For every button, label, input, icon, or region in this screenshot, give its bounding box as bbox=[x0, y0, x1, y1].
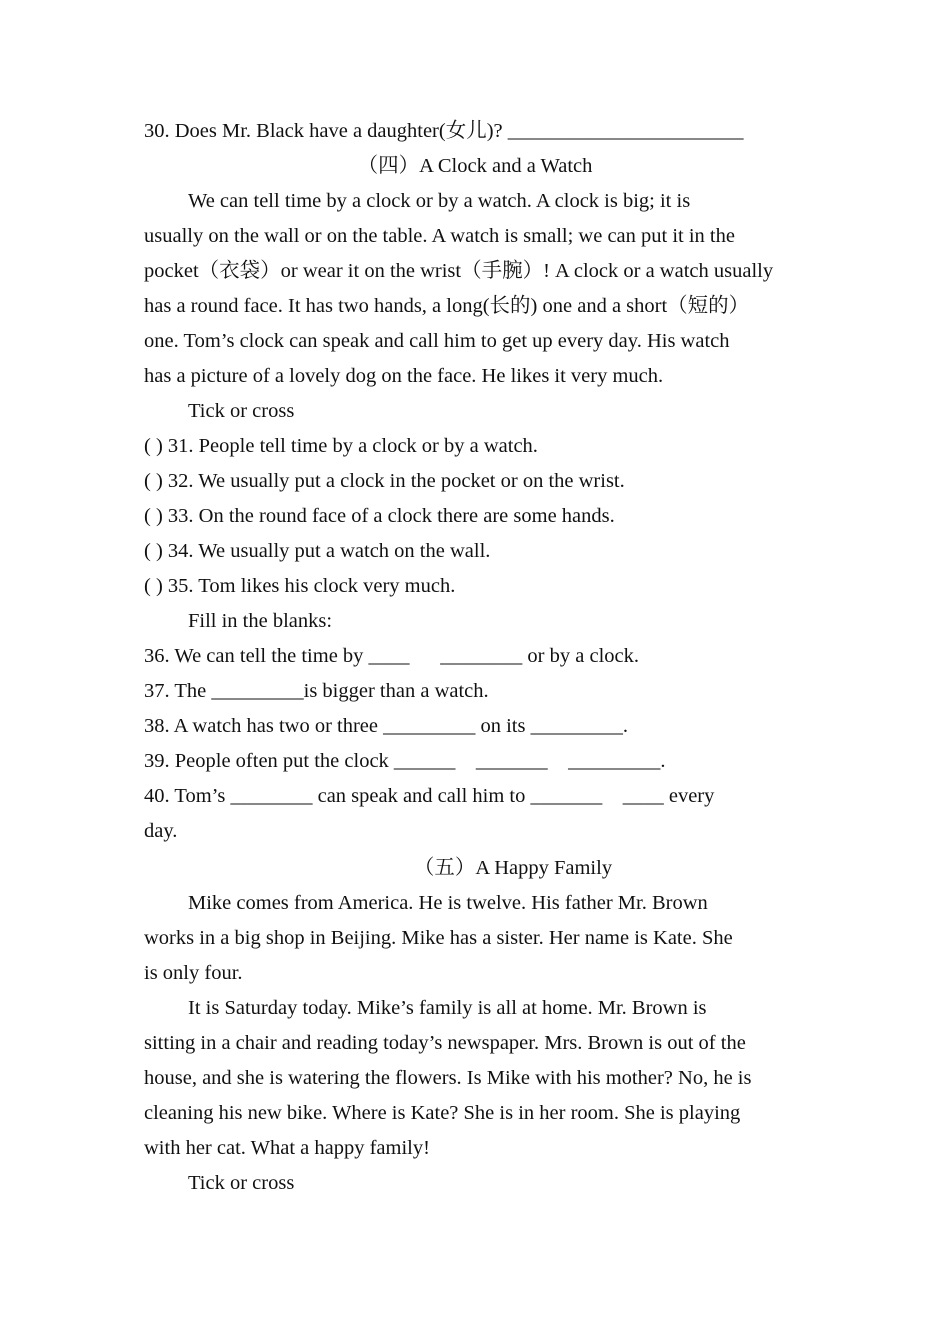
fill-item: day. bbox=[144, 820, 178, 842]
passage-line: is only four. bbox=[144, 962, 243, 984]
fill-item: 40. Tom’s ________ can speak and call him to _______ ____ every bbox=[144, 785, 715, 807]
tick-item: ( ) 32. We usually put a clock in the pocket or on the wrist. bbox=[144, 470, 625, 492]
fill-item: 38. A watch has two or three _________ on its _________. bbox=[144, 715, 628, 737]
passage-line: has a round face. It has two hands, a long(长的) one and a short（短的） bbox=[144, 295, 750, 317]
passage-line: Mike comes from America. He is twelve. His father Mr. Brown bbox=[188, 892, 708, 914]
passage-line: works in a big shop in Beijing. Mike has a sister. Her name is Kate. She bbox=[144, 927, 733, 949]
tick-item: ( ) 33. On the round face of a clock there are some hands. bbox=[144, 505, 615, 527]
passage-line: We can tell time by a clock or by a watch. A clock is big; it is bbox=[188, 190, 691, 212]
passage-line: house, and she is watering the flowers. Is Mike with his mother? No, he is bbox=[144, 1067, 752, 1089]
tick-or-cross-heading: Tick or cross bbox=[188, 1172, 295, 1194]
passage-line: has a picture of a lovely dog on the face. He likes it very much. bbox=[144, 365, 664, 387]
question-30: 30. Does Mr. Black have a daughter(女儿)? _______________________ bbox=[144, 120, 744, 142]
passage-line: usually on the wall or on the table. A watch is small; we can put it in the bbox=[144, 225, 735, 247]
tick-or-cross-heading: Tick or cross bbox=[188, 400, 295, 422]
passage-line: cleaning his new bike. Where is Kate? She is in her room. She is playing bbox=[144, 1102, 741, 1124]
tick-item: ( ) 31. People tell time by a clock or by a watch. bbox=[144, 435, 538, 457]
passage-line: pocket（衣袋）or wear it on the wrist（手腕）! A clock or a watch usually bbox=[144, 260, 774, 282]
section-5-title: （五）A Happy Family bbox=[413, 857, 613, 879]
passage-line: with her cat. What a happy family! bbox=[144, 1137, 430, 1159]
tick-item: ( ) 34. We usually put a watch on the wall. bbox=[144, 540, 491, 562]
tick-item: ( ) 35. Tom likes his clock very much. bbox=[144, 575, 456, 597]
fill-in-heading: Fill in the blanks: bbox=[188, 610, 333, 632]
section-4-title: （四）A Clock and a Watch bbox=[357, 155, 593, 177]
fill-item: 36. We can tell the time by ____ ________ or by a clock. bbox=[144, 645, 639, 667]
passage-line: sitting in a chair and reading today’s newspaper. Mrs. Brown is out of the bbox=[144, 1032, 746, 1054]
fill-item: 39. People often put the clock ______ _______ _________. bbox=[144, 750, 666, 772]
passage-line: It is Saturday today. Mike’s family is all at home. Mr. Brown is bbox=[188, 997, 707, 1019]
passage-line: one. Tom’s clock can speak and call him to get up every day. His watch bbox=[144, 330, 730, 352]
fill-item: 37. The _________is bigger than a watch. bbox=[144, 680, 489, 702]
